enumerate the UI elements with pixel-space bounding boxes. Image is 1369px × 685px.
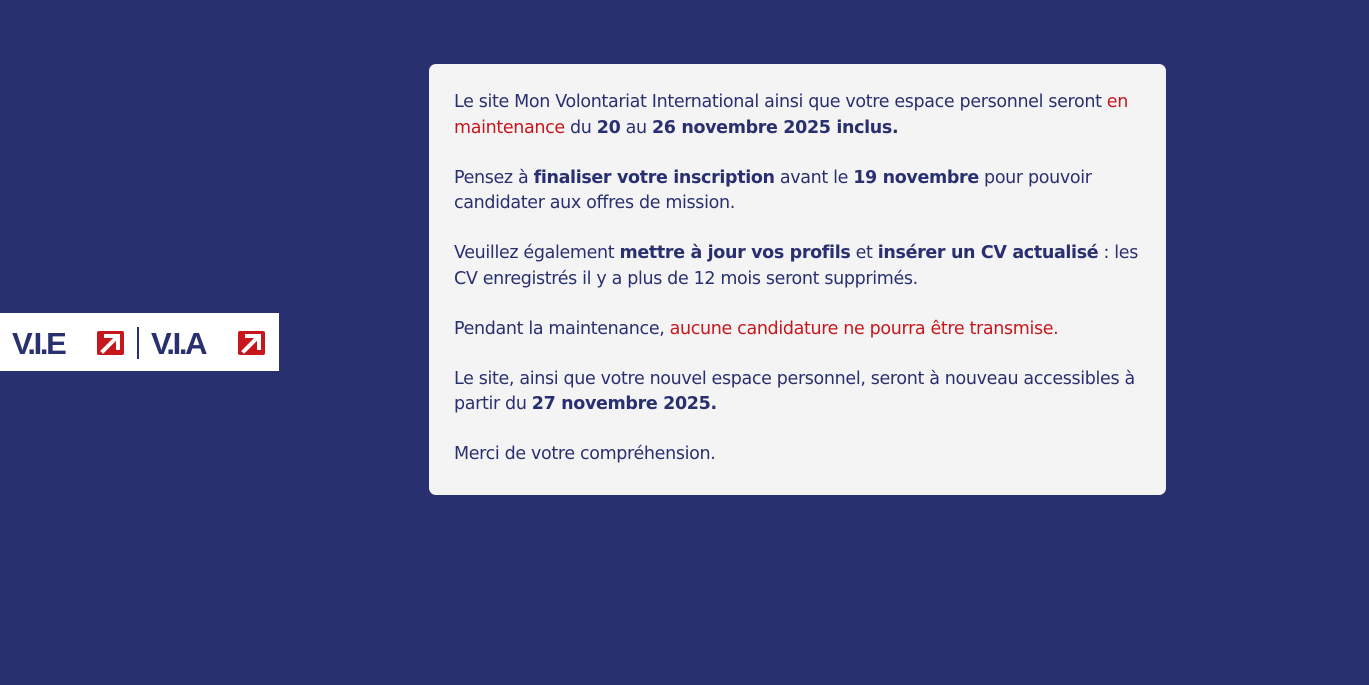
registration-reminder-paragraph [454, 166, 1142, 217]
end-date: 26 novembre 2025 inclus. [651, 117, 899, 138]
maintenance-period-paragraph [454, 90, 1142, 141]
vie-via-logo [0, 313, 279, 371]
application-block-paragraph [454, 317, 1142, 343]
maintenance-highlight: en maintenance [454, 92, 1128, 138]
maintenance-notice-panel [429, 64, 1166, 495]
text: pour pouvoir candidater aux offres de mission. [454, 167, 1092, 213]
arrow-up-right-icon [97, 331, 124, 355]
text: Veuillez également [454, 243, 620, 263]
text: Merci de votre compréhension. [454, 444, 716, 464]
no-application-warning: aucune candidature ne pourra être transmise. [669, 318, 1059, 339]
text: Le site Mon Volontariat International ainsi que votre espace personnel seront [454, 92, 1107, 112]
start-date: 20 [596, 117, 621, 138]
text: avant le [774, 167, 854, 188]
logo-via-text: V.I.A [151, 326, 206, 361]
deadline-date: 19 novembre [853, 167, 979, 188]
reopening-date: 27 novembre 2025. [531, 394, 717, 414]
logo-vie-text: V.I.E [12, 326, 65, 361]
upload-cv-highlight: insérer un CV actualisé [877, 243, 1099, 263]
finalize-registration-highlight: finaliser votre inscription [533, 167, 775, 188]
text: du [564, 117, 597, 138]
logo-separator [137, 327, 139, 359]
thanks-paragraph [454, 442, 1142, 468]
text: Pensez à [454, 167, 534, 188]
logo-graphic [0, 313, 279, 371]
text: Pendant la maintenance, [454, 318, 670, 339]
update-profiles-highlight: mettre à jour vos profils [619, 243, 851, 263]
text: et [850, 243, 878, 263]
profile-update-paragraph [454, 241, 1142, 292]
text: au [620, 117, 652, 138]
reopening-paragraph [454, 367, 1142, 418]
arrow-up-right-icon [238, 331, 265, 355]
text: Le site, ainsi que votre nouvel espace personnel, seront à nouveau accessibles à partir du [454, 368, 1135, 414]
text: : les CV enregistrés il y a plus de 12 mois seront supprimés. [454, 243, 1138, 289]
